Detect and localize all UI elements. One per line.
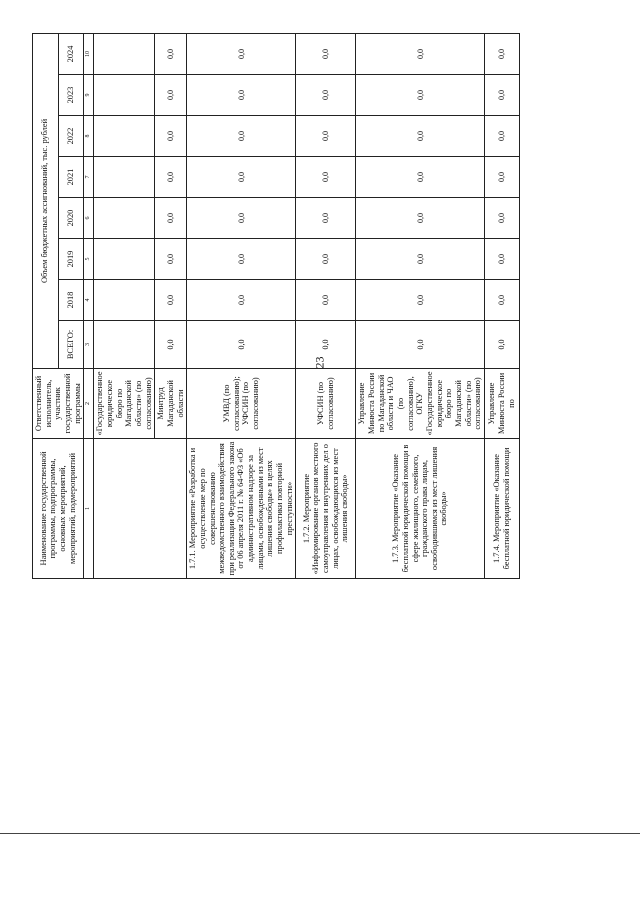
cell-executor: Управление Минюста России по — [484, 369, 519, 439]
cell-year-value: 0,0 — [296, 239, 356, 280]
cell-year-value: 0,0 — [155, 198, 187, 239]
cell-year-value: 0,0 — [356, 280, 485, 321]
cell-year-value: 0,0 — [356, 198, 485, 239]
cell-name: 1.7.4. Мероприятие «Оказание бесплатной юридической помощи — [484, 439, 519, 579]
table-row — [187, 33, 296, 578]
cell-year-value: 0,0 — [187, 157, 296, 198]
cell-year-value — [94, 239, 155, 280]
cell-total: 0,0 — [296, 321, 356, 369]
cell-total: 0,0 — [356, 321, 485, 369]
column-index: 6 — [84, 198, 94, 239]
cell-year-value: 0,0 — [296, 75, 356, 116]
cell-year-value: 0,0 — [356, 116, 485, 157]
column-index: 10 — [84, 33, 94, 74]
col-header-executor: Ответственный исполнитель, участник государственной программы — [33, 369, 84, 439]
budget-table — [32, 33, 520, 579]
cell-year-value: 0,0 — [187, 239, 296, 280]
cell-year-value: 0,0 — [187, 75, 296, 116]
cell-year-value: 0,0 — [484, 116, 519, 157]
cell-year-value: 0,0 — [356, 239, 485, 280]
col-header-year: 2022 — [58, 116, 84, 157]
cell-year-value — [94, 280, 155, 321]
cell-executor: УМВД (по согласованию); УФСИН (по согласованию) — [187, 369, 296, 439]
cell-executor: «Государственное юридическое бюро по Магаданской области» (по согласованию) — [94, 369, 155, 439]
col-header-funding: Объем бюджетных ассигнований, тыс. рублей — [33, 33, 59, 368]
cell-name — [94, 439, 187, 579]
col-header-year: 2019 — [58, 239, 84, 280]
column-index: 2 — [84, 369, 94, 439]
col-header-total: ВСЕГО: — [58, 321, 84, 369]
column-index: 4 — [84, 280, 94, 321]
cell-executor: УФСИН (по согласованию) — [296, 369, 356, 439]
cell-year-value — [94, 157, 155, 198]
col-header-year: 2018 — [58, 280, 84, 321]
cell-year-value: 0,0 — [484, 280, 519, 321]
cell-year-value: 0,0 — [155, 157, 187, 198]
cell-year-value: 0,0 — [296, 116, 356, 157]
cell-year-value — [94, 116, 155, 157]
cell-year-value: 0,0 — [187, 198, 296, 239]
table-row — [296, 33, 356, 578]
cell-year-value: 0,0 — [187, 33, 296, 74]
col-header-year: 2023 — [58, 75, 84, 116]
cell-name: 1.7.1. Мероприятие «Разработка и осуществление мер по совершенствованию межведомственного взаимодействия при реализации Федерального закона от 06 апреля 2011 г. № 64-ФЗ «Об административном надзоре за лицами, освобожденными из мест лишения свободы» в целях профилактики повторной преступности» — [187, 439, 296, 579]
cell-executor: Управление Минюста России по Магаданской области и ЧАО (по согласованию), ОГКУ «Государственное юридическое бюро по Магаданской области» (по согласованию) — [356, 369, 485, 439]
cell-year-value: 0,0 — [356, 33, 485, 74]
column-index: 3 — [84, 321, 94, 369]
column-index: 5 — [84, 239, 94, 280]
column-index: 9 — [84, 75, 94, 116]
header-row-1 — [33, 33, 59, 578]
col-header-year: 2021 — [58, 157, 84, 198]
col-header-year: 2024 — [58, 33, 84, 74]
cell-year-value: 0,0 — [155, 116, 187, 157]
cell-total: 0,0 — [187, 321, 296, 369]
cell-name: 1.7.3. Мероприятие «Оказание бесплатной юридической помощи в сфере жилищного, семейного, гражданского права лицам, освободившимся из мест лишения свободы» — [356, 439, 485, 579]
col-header-year: 2020 — [58, 198, 84, 239]
col-header-name: Наименование государственной программы, подпрограммы, основных мероприятий, мероприятий, подмероприятий — [33, 439, 84, 579]
cell-year-value: 0,0 — [296, 198, 356, 239]
cell-year-value: 0,0 — [187, 280, 296, 321]
cell-year-value: 0,0 — [155, 280, 187, 321]
cell-year-value: 0,0 — [296, 157, 356, 198]
cell-total — [94, 321, 155, 369]
column-index: 1 — [84, 439, 94, 579]
cell-year-value — [94, 33, 155, 74]
cell-year-value: 0,0 — [356, 75, 485, 116]
page-divider-line — [0, 833, 640, 834]
cell-year-value: 0,0 — [187, 116, 296, 157]
cell-year-value: 0,0 — [155, 33, 187, 74]
cell-year-value: 0,0 — [356, 157, 485, 198]
cell-year-value: 0,0 — [155, 75, 187, 116]
column-index: 7 — [84, 157, 94, 198]
cell-year-value: 0,0 — [155, 239, 187, 280]
cell-year-value: 0,0 — [484, 75, 519, 116]
index-row — [84, 33, 94, 578]
cell-name: 1.7.2. Мероприятие «Информирование органов местного самоуправления и внутренних дел о лицах, освобождающихся из мест лишения свободы» — [296, 439, 356, 579]
cell-year-value: 0,0 — [296, 33, 356, 74]
page-number: 23 — [312, 356, 327, 369]
cell-total: 0,0 — [484, 321, 519, 369]
table-row — [94, 33, 155, 578]
cell-year-value: 0,0 — [484, 157, 519, 198]
cell-year-value — [94, 75, 155, 116]
table-row — [484, 33, 519, 578]
cell-year-value: 0,0 — [484, 33, 519, 74]
cell-year-value — [94, 198, 155, 239]
cell-year-value: 0,0 — [484, 198, 519, 239]
cell-total: 0,0 — [155, 321, 187, 369]
column-index: 8 — [84, 116, 94, 157]
cell-year-value: 0,0 — [296, 280, 356, 321]
cell-executor: Минтруд Магаданской области — [155, 369, 187, 439]
cell-year-value: 0,0 — [484, 239, 519, 280]
table-row — [356, 33, 485, 578]
